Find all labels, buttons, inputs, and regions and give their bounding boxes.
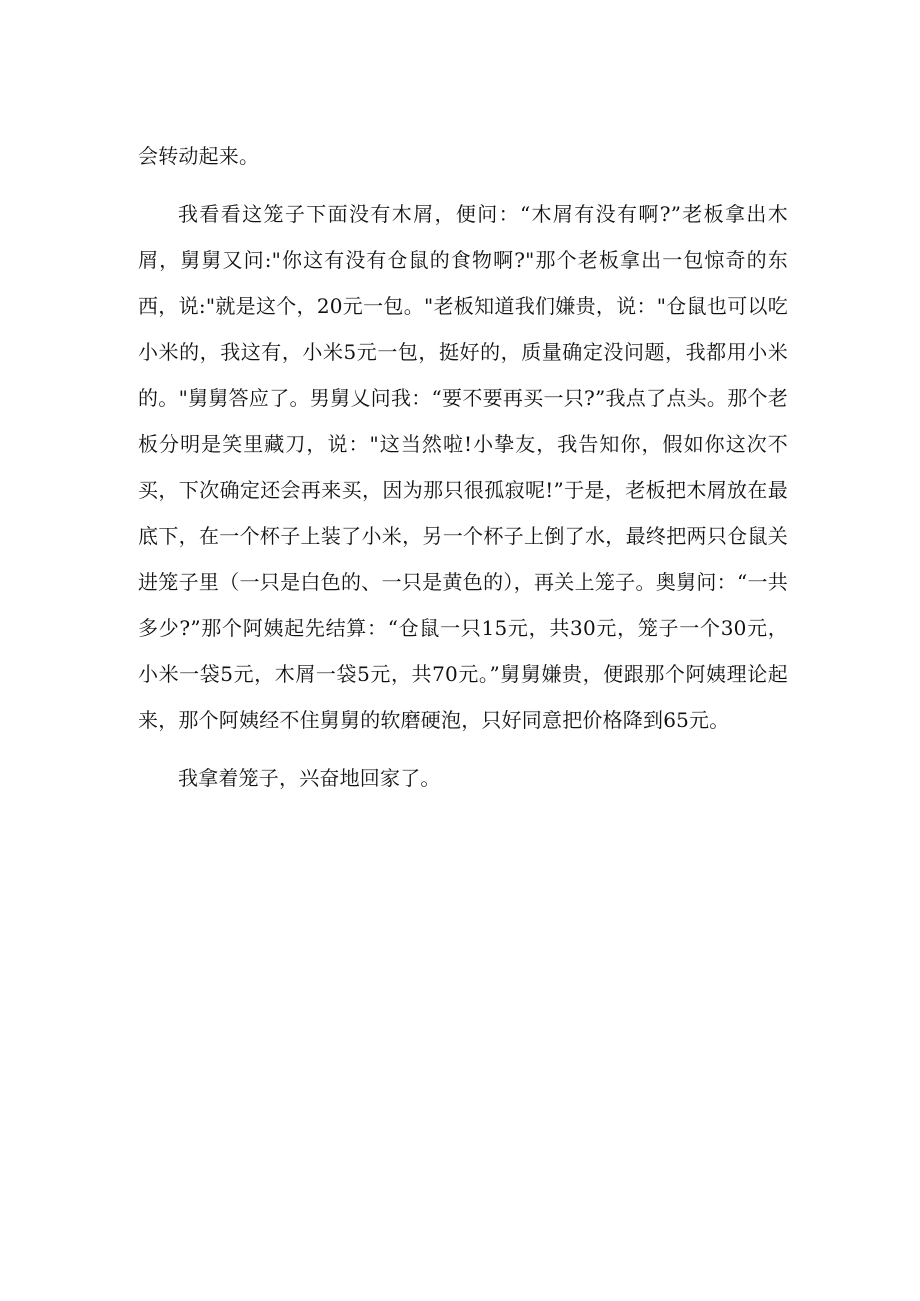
paragraph-2: 我看看这笼子下面没有木屑，便问：“木屑有没有啊?”老板拿出木屑，舅舅又问:"你这有没有仓鼠的食物啊?"那个老板拿出一包惊奇的东西，说:"就是这个，20元一包。"老板知道我们嫌贵，说："仓鼠也可以吃小米的，我这有，小米5元一包，挺好的，质量确定没问题，我都用小米的。"舅舅答应了。男舅乂问我：“要不要再买一只?”我点了点头。那个老板分明是笑里藏刀，说："这当然啦!小挚友，我告知你，假如你这次不买，下次确定还会再来买，因为那只很孤寂呢!”于是，老板把木屑放在最底下，在一个杯子上装了小米，另一个杯子上倒了水，最终把两只仓鼠关进笼子里（一只是白色的、一只是黄色的），再关上笼子。奥舅问：“一共多少?”那个阿姨起先结算：“仓鼠一只15元，共30元，笼子一个30元，小米一袋5元，木屑一袋5元，共70元。”舅舅嫌贵，便跟那个阿姨理论起来，那个阿姨经不住舅舅的软磨硬泡，只好同意把价格降到65元。: [138, 202, 788, 732]
paragraph-1: 会转动起来。: [138, 144, 260, 168]
paragraph-3: 我拿着笼子，兴奋地回家了。: [178, 766, 441, 790]
document-body: [138, 133, 788, 801]
